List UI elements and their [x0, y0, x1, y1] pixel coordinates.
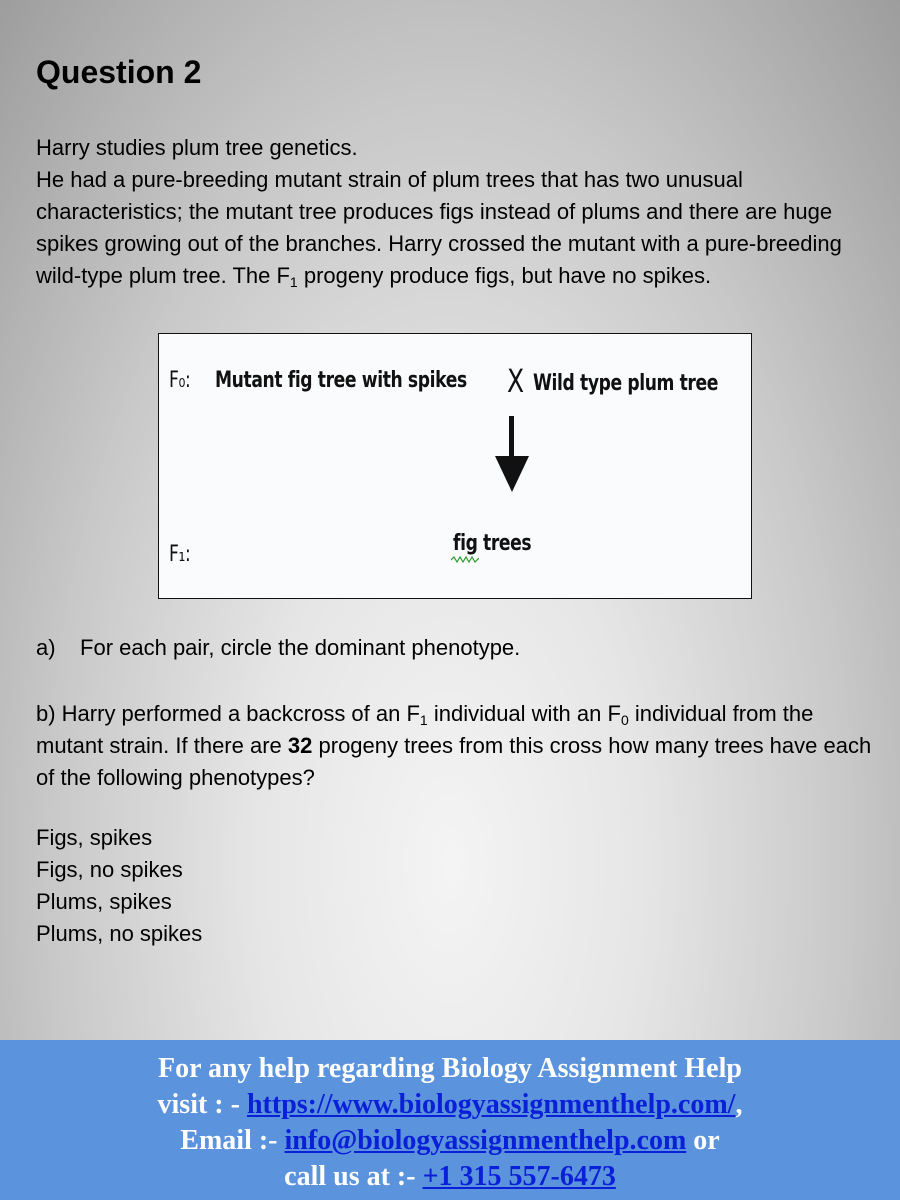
cross-diagram — [158, 333, 752, 599]
website-link[interactable]: https://www.biologyassignmenthelp.com/ — [246, 1089, 736, 1120]
cross-symbol: X — [507, 362, 524, 400]
footer-phone-line — [0, 1159, 900, 1195]
part-b — [36, 698, 876, 794]
footer-email-line — [0, 1123, 900, 1159]
footer-visit-line — [0, 1087, 900, 1123]
visit-suffix: , — [735, 1089, 743, 1120]
part-a — [36, 632, 876, 664]
part-b-subscript-1: 1 — [419, 712, 428, 728]
phenotype-item: Plums, no spikes — [36, 921, 203, 946]
f0-label: F₀: — [169, 368, 191, 393]
email-suffix: or — [686, 1125, 720, 1156]
contact-footer — [0, 1040, 900, 1200]
part-a-text: For each pair, circle the dominant phenotype. — [80, 635, 521, 660]
down-arrow-icon — [493, 416, 531, 492]
f1-label: F₁: — [169, 542, 191, 567]
question-intro — [36, 132, 876, 292]
f1-progeny: fig trees — [453, 531, 532, 556]
question-title: Question 2 — [36, 54, 202, 90]
intro-line-1: Harry studies plum tree genetics. — [36, 135, 358, 160]
phenotype-list — [36, 822, 202, 950]
phone-link[interactable]: +1 315 557-6473 — [422, 1161, 616, 1192]
f0-parent-mutant: Mutant fig tree with spikes — [215, 368, 467, 393]
part-b-text-3: individual from the mutant strain. If there are — [36, 701, 814, 758]
progeny-count: 32 — [287, 733, 313, 758]
part-a-label: a) — [36, 635, 56, 660]
part-b-text-1: b) Harry performed a backcross of an F — [36, 701, 420, 726]
part-b-text-4: progeny trees from this cross how many trees have each of the following phenotypes? — [36, 733, 872, 790]
phenotype-item: Figs, no spikes — [36, 857, 183, 882]
part-b-text-2: individual with an F — [427, 701, 621, 726]
phenotype-item: Plums, spikes — [36, 889, 172, 914]
part-b-subscript-0: 0 — [620, 712, 629, 728]
call-prefix: call us at :- — [284, 1161, 423, 1192]
visit-prefix: visit : - — [157, 1089, 247, 1120]
email-link[interactable]: info@biologyassignmenthelp.com — [284, 1125, 687, 1156]
intro-subscript: 1 — [289, 274, 298, 290]
spellcheck-squiggle-icon — [451, 556, 479, 564]
f0-parent-wild-type: Wild type plum tree — [533, 371, 719, 396]
intro-body: He had a pure-breeding mutant strain of plum trees that has two unusual characteristics; the mutant tree produces figs instead of plums and there are huge spikes growing out of the branches. Harry crossed the mutant with a pure-breeding wild-type plum tree. The F — [36, 167, 842, 288]
email-prefix: Email :- — [180, 1125, 285, 1156]
intro-body-end: progeny produce figs, but have no spikes. — [297, 263, 712, 288]
phenotype-item: Figs, spikes — [36, 825, 153, 850]
footer-heading: For any help regarding Biology Assignment Help — [158, 1053, 742, 1084]
